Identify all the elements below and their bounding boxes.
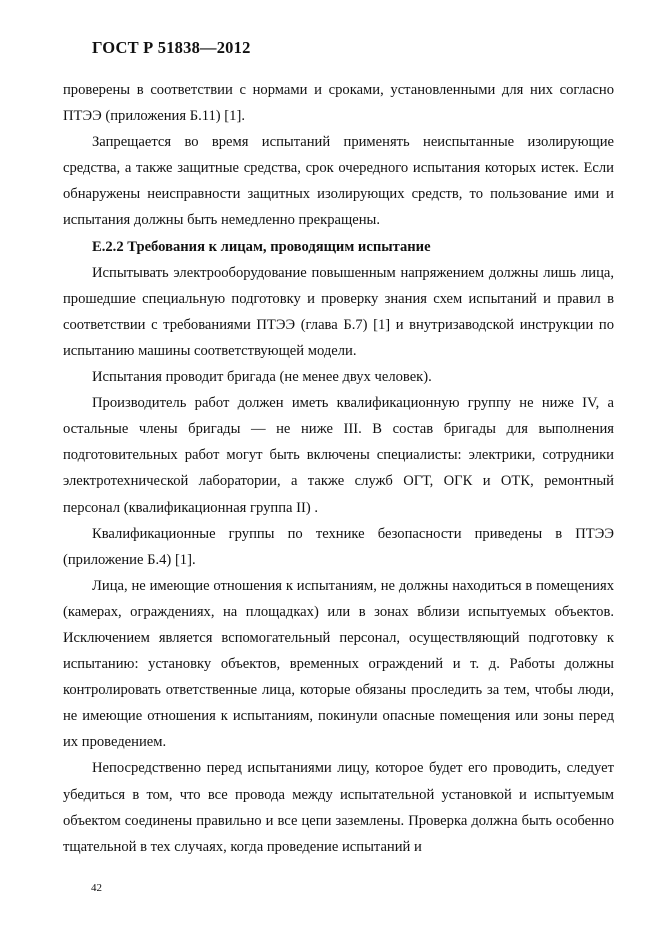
section-heading: Е.2.2 Требования к лицам, проводящим испытание — [92, 238, 431, 255]
paragraph-personnel: Испытывать электрооборудование повышенным напряжением должны лишь лица, прошедшие специальную подготовку и проверку знания схем испытаний и правил в соответствии с требованиями ПТЭЭ (глава Б.7) [1] и внутризаводской инструкции по испытанию машины соответствующей модели. — [63, 264, 614, 359]
page-number: 42 — [91, 882, 102, 894]
paragraph-brigade: Испытания проводит бригада (не менее двух человек). — [92, 369, 432, 386]
paragraph-precheck: Непосредственно перед испытаниями лицу, которое будет его проводить, следует убедиться в том, что все провода между испытательной установкой и испытуемым объектом соединены правильно и все цепи заземлены. Проверка должна быть особенно тщательной в тех случаях, когда проведение испытаний и — [63, 760, 614, 855]
paragraph-safety-groups: Квалификационные группы по технике безопасности приведены в ПТЭЭ (приложение Б.4) [1]. — [63, 525, 614, 568]
document-header: ГОСТ Р 51838—2012 — [92, 38, 251, 57]
paragraph-continuation: проверены в соответствии с нормами и сроками, установленными для них согласно ПТЭЭ (приложения Б.11) [1]. — [63, 82, 614, 125]
paragraph-qualification: Производитель работ должен иметь квалификационную группу не ниже IV, а остальные члены бригады — не ниже III. В состав бригады для выполнения подготовительных работ могут быть включены специалисты: электрики, сотрудники электротехнической лаборатории, а также служб ОГТ, ОГК и ОТК, ремонтный персонал (квалификационная группа II) . — [63, 395, 614, 516]
document-body — [63, 77, 614, 860]
paragraph-prohibition: Запрещается во время испытаний применять неиспытанные изолирующие средства, а также защитные средства, срок очередного испытания которых истек. Если обнаружены неисправности защитных изолирующих средств, то пользование ими и испытания должны быть немедленно прекращены. — [63, 134, 614, 229]
paragraph-access: Лица, не имеющие отношения к испытаниям, не должны находиться в помещениях (камерах, ограждениях, на площадках) или в зонах вблизи испытуемых объектов. Исключением является вспомогательный персонал, осуществляющий подготовку к испытанию: установку объектов, временных ограждений и т. д. Работы должны контролировать ответственные лица, которые обязаны проследить за тем, чтобы люди, не имеющие отношения к испытаниям, покинули опасные помещения или зоны перед их проведением. — [63, 577, 614, 751]
